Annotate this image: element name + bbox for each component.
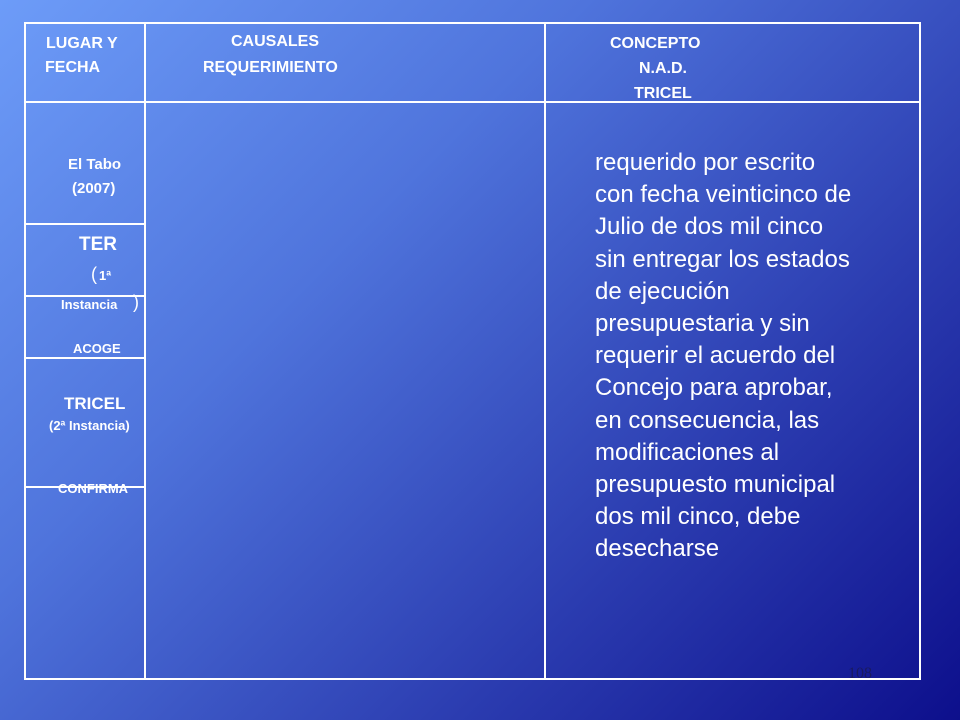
ter-label: TER (79, 234, 117, 255)
header-col3-line2: N.A.D. (639, 60, 687, 77)
header-col2-line2: REQUERIMIENTO (203, 59, 338, 76)
sidebar-divider-3 (24, 357, 146, 359)
ter-instance-ordinal: 1ª (99, 268, 112, 283)
header-separator (24, 101, 921, 103)
column-divider-2 (544, 22, 546, 680)
page-number: 108 (848, 665, 872, 682)
table-bottom-border (24, 678, 921, 680)
sidebar-divider-1 (24, 223, 146, 225)
tricel-label: TRICEL (64, 394, 126, 413)
ter-result-label: ACOGE (73, 341, 121, 356)
ter-instance-label: Instancia (61, 297, 118, 312)
table-right-border (919, 22, 921, 680)
header-col1-line2: FECHA (45, 59, 101, 76)
tricel-result-label: CONFIRMA (58, 481, 129, 496)
place-label: El Tabo (68, 156, 122, 173)
ter-paren-close: ) (133, 292, 139, 312)
header-col1-line1: LUGAR Y (46, 35, 118, 52)
tricel-instance-label: (2ª Instancia) (49, 418, 130, 433)
column-divider-1 (144, 22, 146, 680)
ter-paren-open: ( (91, 264, 97, 284)
year-label: (2007) (72, 180, 116, 197)
header-col3-line3: TRICEL (634, 85, 692, 102)
header-col3-line1: CONCEPTO (610, 35, 701, 52)
concept-paragraph: requerido por escrito con fecha veinticinco de Julio de dos mil cinco sin entregar los estados de ejecución presupuestaria y sin requerir el acuerdo del Concejo para aprobar, en consecuencia, las modificaciones al presupuesto municipal dos mil cinco, debe desecharse (595, 149, 852, 563)
table-top-border (24, 22, 921, 24)
table-left-border (24, 22, 26, 680)
header-col2-line1: CAUSALES (231, 33, 320, 50)
